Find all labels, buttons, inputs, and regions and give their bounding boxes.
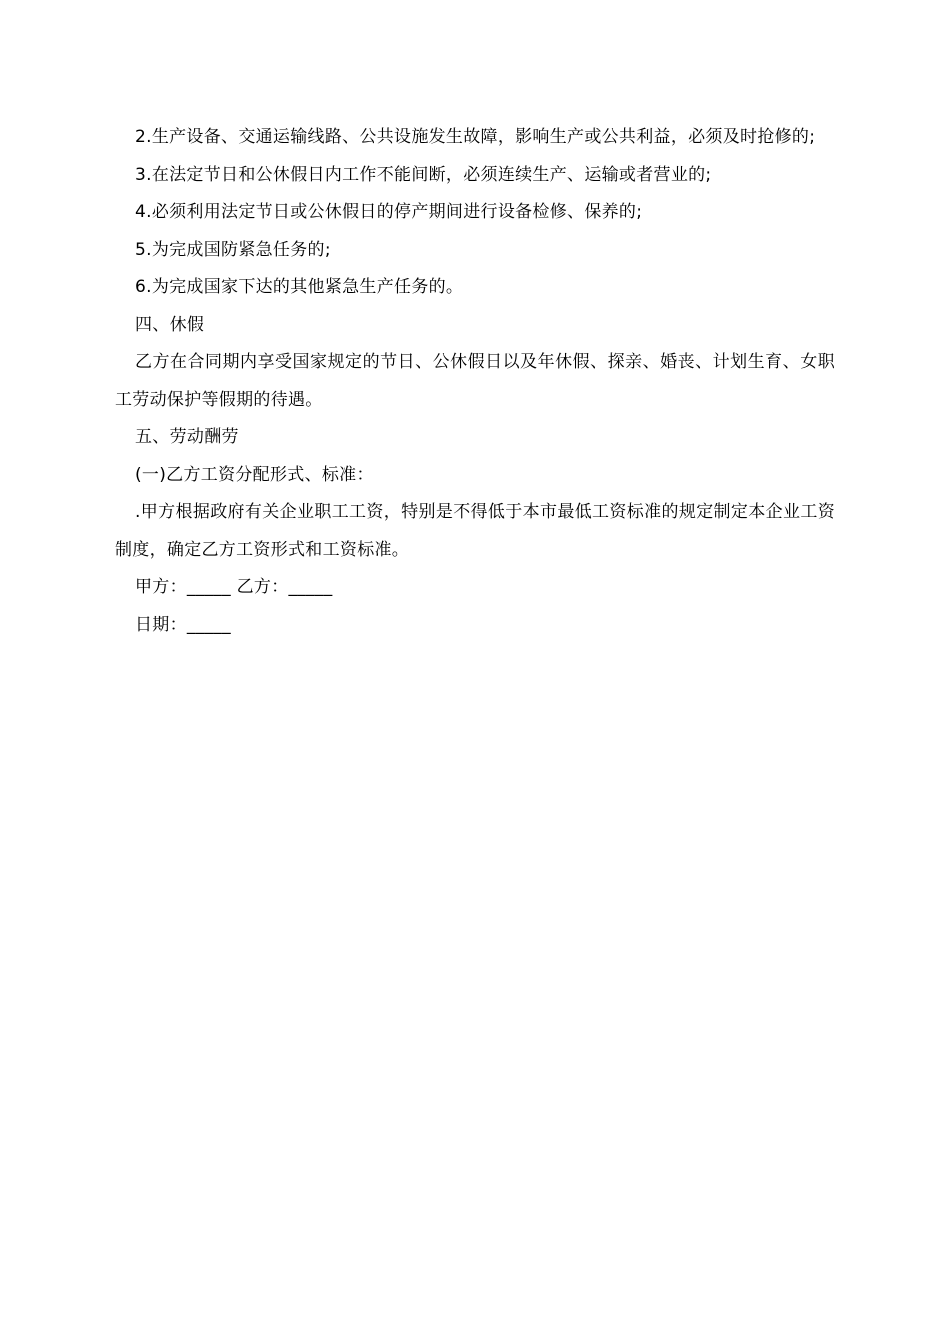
subsection-heading-wage-form: (一)乙方工资分配形式、标准： bbox=[135, 464, 374, 485]
section-heading-remuneration: 五、劳动酬劳 bbox=[135, 427, 239, 447]
clause-item-4: 4.必须利用法定节日或公休假日的停产期间进行设备检修、保养的; bbox=[135, 202, 643, 222]
date-line: 日期：_____ bbox=[135, 614, 231, 635]
clause-item-5: 5.为完成国防紧急任务的; bbox=[135, 239, 331, 260]
document-body bbox=[115, 119, 835, 644]
clause-item-3: 3.在法定节日和公休假日内工作不能间断，必须连续生产、运输或者营业的; bbox=[135, 164, 712, 185]
clause-item-2: 2.生产设备、交通运输线路、公共设施发生故障，影响生产或公共利益，必须及时抢修的; bbox=[135, 127, 816, 147]
clause-item-6: 6.为完成国家下达的其他紧急生产任务的。 bbox=[135, 277, 464, 297]
section-heading-leave: 四、休假 bbox=[135, 314, 205, 335]
signature-line: 甲方：_____ 乙方：_____ bbox=[135, 577, 333, 597]
leave-paragraph: 乙方在合同期内享受国家规定的节日、公休假日以及年休假、探亲、婚丧、计划生育、女职工劳动保护等假期的待遇。 bbox=[115, 352, 835, 410]
wage-paragraph: .甲方根据政府有关企业职工工资，特别是不得低于本市最低工资标准的规定制定本企业工资制度，确定乙方工资形式和工资标准。 bbox=[115, 502, 835, 560]
